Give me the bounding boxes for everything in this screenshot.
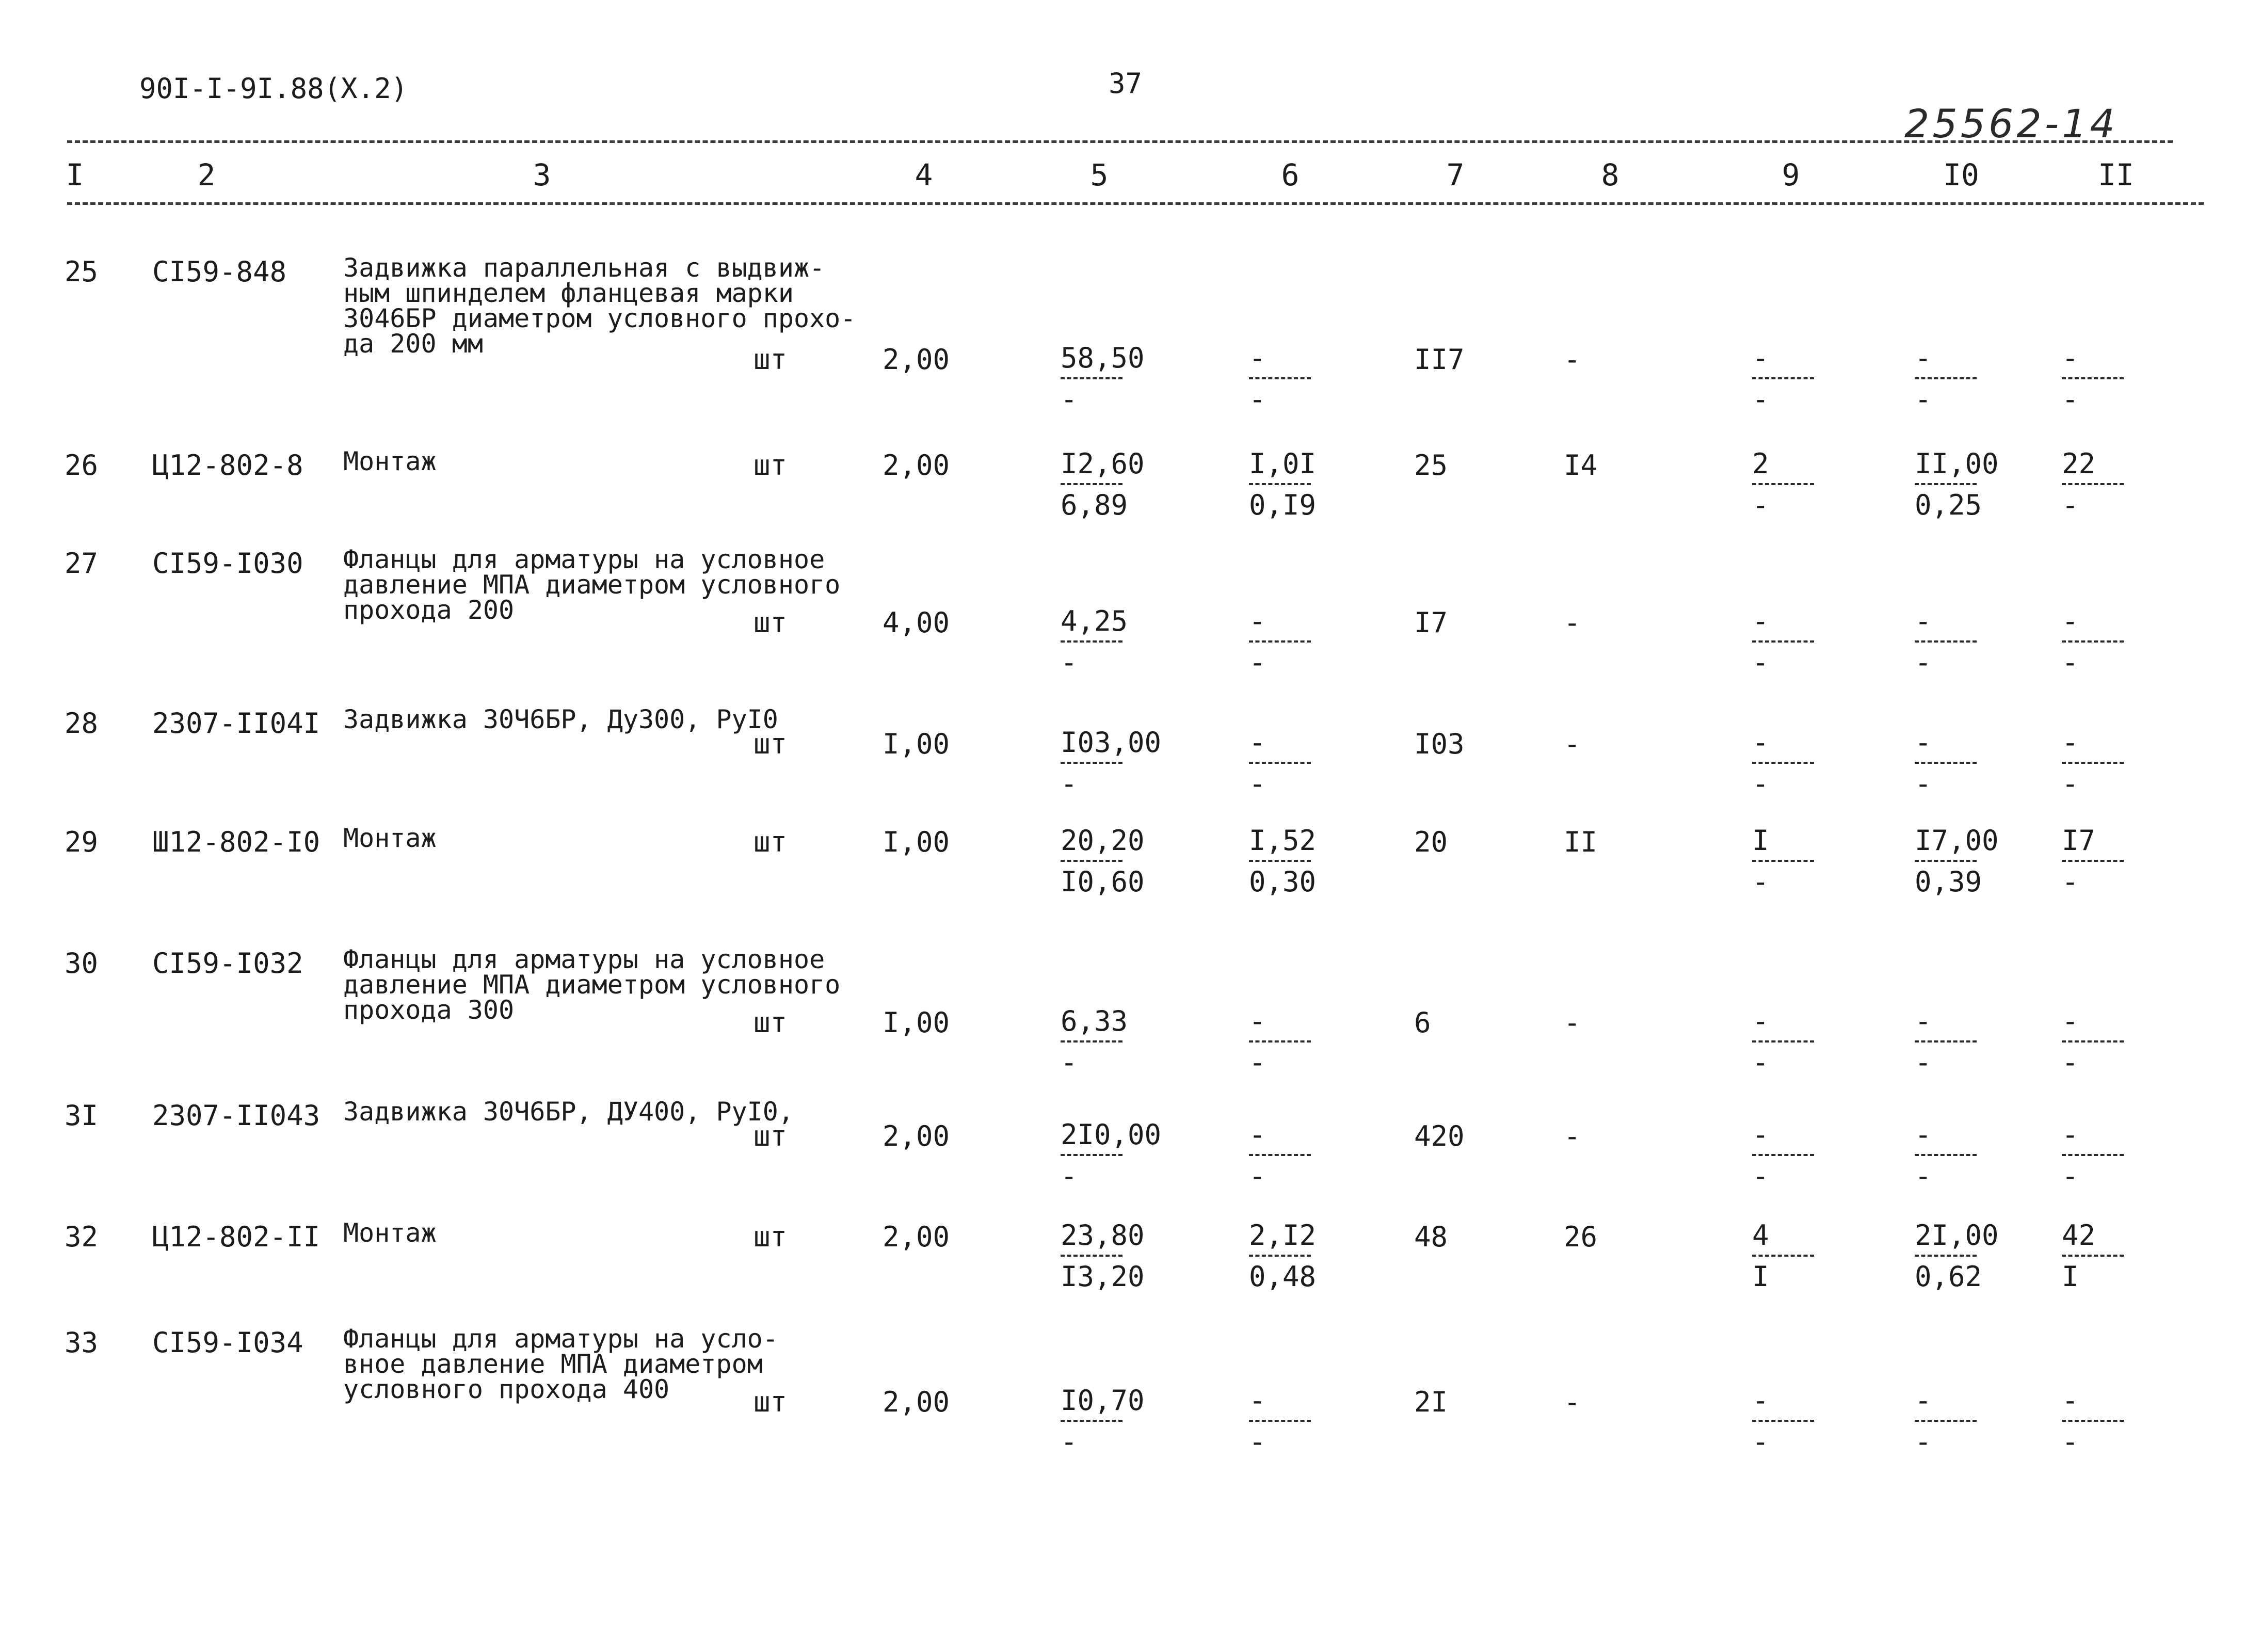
column-number-10: I0 [1943, 157, 1979, 193]
labor-total-numerator: 42 [2062, 1219, 2096, 1252]
operation-cost-numerator: - [1249, 1005, 1266, 1037]
machine-cost-numerator: - [1752, 1384, 1769, 1417]
total-cost: 6 [1414, 1006, 1431, 1039]
quantity: 2,00 [883, 1120, 950, 1152]
labor-per-unit-fraction-bar [1915, 1154, 1977, 1156]
total-cost: 48 [1414, 1221, 1448, 1253]
total-cost: 2I [1414, 1386, 1448, 1418]
operation-cost [1249, 1006, 1311, 1078]
unit: шт [753, 826, 788, 858]
labor-per-unit [1915, 826, 1999, 897]
operation-cost-numerator: - [1249, 1118, 1266, 1151]
wages: II [1564, 826, 1598, 858]
labor-total-fraction-bar [2062, 1154, 2124, 1156]
row-number: 29 [65, 826, 99, 858]
price-code: Ш12-802-I0 [152, 826, 320, 858]
machine-cost-denominator: - [1752, 865, 1769, 898]
machine-cost [1752, 343, 1814, 414]
labor-per-unit-denominator: - [1915, 383, 1932, 415]
labor-per-unit-fraction-bar [1915, 483, 1977, 485]
labor-per-unit [1915, 449, 1999, 520]
column-number-4: 4 [915, 157, 933, 193]
machine-cost-numerator: I [1752, 824, 1769, 857]
labor-per-unit-fraction-bar [1915, 1420, 1977, 1422]
quantity: I,00 [883, 826, 950, 858]
operation-cost-denominator: 0,I9 [1249, 489, 1317, 521]
operation-cost-denominator: 0,30 [1249, 865, 1317, 898]
price-code: Ц12-802-II [152, 1221, 320, 1253]
column-number-3: 3 [533, 157, 551, 193]
row-number: 28 [65, 707, 99, 740]
labor-per-unit-denominator: - [1915, 646, 1932, 679]
unit-cost-denominator: I0,60 [1061, 865, 1145, 898]
machine-cost-denominator: I [1752, 1260, 1769, 1293]
machine-cost [1752, 826, 1814, 897]
unit-cost-fraction-bar [1061, 1420, 1123, 1422]
price-code: CI59-I032 [152, 947, 303, 980]
machine-cost [1752, 1221, 1814, 1292]
machine-cost-fraction-bar [1752, 483, 1814, 485]
unit-cost-numerator: 58,50 [1061, 342, 1145, 374]
operation-cost-fraction-bar [1249, 1040, 1311, 1042]
wages: - [1564, 1386, 1581, 1418]
unit-cost-numerator: 2I0,00 [1061, 1118, 1162, 1151]
operation-cost-fraction-bar [1249, 762, 1311, 764]
labor-per-unit-numerator: - [1915, 342, 1932, 374]
labor-per-unit-denominator: 0,62 [1915, 1260, 1982, 1293]
price-code: 2307-II04I [152, 707, 320, 740]
total-cost: 25 [1414, 449, 1448, 482]
labor-total-denominator: - [2062, 767, 2079, 800]
machine-cost-numerator: - [1752, 726, 1769, 759]
unit-cost-denominator: - [1061, 646, 1078, 679]
labor-total-denominator: - [2062, 489, 2079, 521]
unit: шт [753, 343, 788, 376]
price-code: CI59-I030 [152, 547, 303, 580]
wages: - [1564, 728, 1581, 760]
operation-cost-numerator: 2,I2 [1249, 1219, 1317, 1252]
quantity: 2,00 [883, 1386, 950, 1418]
labor-per-unit-numerator: I7,00 [1915, 824, 1999, 857]
machine-cost-denominator: - [1752, 489, 1769, 521]
labor-per-unit [1915, 606, 1977, 678]
operation-cost-numerator: - [1249, 342, 1266, 374]
page-number: 37 [1109, 67, 1143, 100]
labor-total-denominator: - [2062, 1160, 2079, 1192]
operation-cost-numerator: - [1249, 605, 1266, 637]
labor-total-fraction-bar [2062, 377, 2124, 379]
labor-total-numerator: I7 [2062, 824, 2096, 857]
operation-cost-denominator: - [1249, 767, 1266, 800]
labor-total-fraction-bar [2062, 1420, 2124, 1422]
unit-cost-denominator: - [1061, 1425, 1078, 1458]
unit-cost-fraction-bar [1061, 640, 1123, 643]
handwritten-sheet-number: 25562-14 [1904, 101, 2118, 147]
labor-per-unit-fraction-bar [1915, 1040, 1977, 1042]
machine-cost [1752, 449, 1814, 520]
price-code: CI59-I034 [152, 1326, 303, 1359]
quantity: 2,00 [883, 449, 950, 482]
work-description: Монтаж [343, 446, 437, 476]
labor-per-unit [1915, 343, 1977, 414]
unit-cost [1061, 1120, 1161, 1191]
unit: шт [753, 728, 788, 760]
machine-cost-numerator: 4 [1752, 1219, 1769, 1252]
unit-cost-fraction-bar [1061, 377, 1123, 379]
operation-cost-denominator: - [1249, 1425, 1266, 1458]
unit-cost [1061, 343, 1145, 414]
labor-total-numerator: - [2062, 1118, 2079, 1151]
labor-total-fraction-bar [2062, 1040, 2124, 1042]
operation-cost [1249, 449, 1316, 520]
labor-total-numerator: 22 [2062, 447, 2096, 480]
wages: 26 [1564, 1221, 1598, 1253]
total-cost: I7 [1414, 606, 1448, 639]
operation-cost-fraction-bar [1249, 1420, 1311, 1422]
labor-per-unit-fraction-bar [1915, 1255, 1977, 1257]
row-number: 3I [65, 1099, 99, 1132]
quantity: 4,00 [883, 606, 950, 639]
unit-cost-numerator: 20,20 [1061, 824, 1145, 857]
labor-total [2062, 1386, 2124, 1457]
unit-cost-fraction-bar [1061, 1255, 1123, 1257]
unit: шт [753, 1221, 788, 1253]
operation-cost-denominator: - [1249, 646, 1266, 679]
machine-cost [1752, 1006, 1814, 1078]
labor-total-fraction-bar [2062, 860, 2124, 862]
operation-cost [1249, 1120, 1311, 1191]
operation-cost-fraction-bar [1249, 1154, 1311, 1156]
row-number: 33 [65, 1326, 99, 1359]
machine-cost [1752, 606, 1814, 678]
labor-per-unit-denominator: - [1915, 1046, 1932, 1079]
operation-cost [1249, 826, 1316, 897]
unit-cost-fraction-bar [1061, 860, 1123, 862]
operation-cost-numerator: - [1249, 1384, 1266, 1417]
unit-cost [1061, 728, 1161, 799]
machine-cost-fraction-bar [1752, 762, 1814, 764]
quantity: I,00 [883, 1006, 950, 1039]
work-description: Монтаж [343, 1218, 437, 1248]
operation-cost-numerator: I,0I [1249, 447, 1317, 480]
labor-per-unit-numerator: - [1915, 1005, 1932, 1037]
unit-cost-denominator: - [1061, 1160, 1078, 1192]
wages: - [1564, 1120, 1581, 1152]
operation-cost-fraction-bar [1249, 377, 1311, 379]
header-top-rule [67, 140, 2173, 143]
labor-per-unit [1915, 1006, 1977, 1078]
labor-per-unit-fraction-bar [1915, 762, 1977, 764]
unit-cost-denominator: I3,20 [1061, 1260, 1145, 1293]
total-cost: 20 [1414, 826, 1448, 858]
machine-cost-fraction-bar [1752, 1420, 1814, 1422]
labor-per-unit-fraction-bar [1915, 377, 1977, 379]
operation-cost-fraction-bar [1249, 640, 1311, 643]
operation-cost [1249, 606, 1311, 678]
operation-cost-denominator: - [1249, 1160, 1266, 1192]
labor-per-unit-numerator: - [1915, 726, 1932, 759]
quantity: 2,00 [883, 1221, 950, 1253]
machine-cost-numerator: - [1752, 342, 1769, 374]
quantity: I,00 [883, 728, 950, 760]
operation-cost [1249, 728, 1311, 799]
wages: - [1564, 1006, 1581, 1039]
labor-total-denominator: - [2062, 383, 2079, 415]
wages: - [1564, 343, 1581, 376]
labor-per-unit [1915, 1120, 1977, 1191]
unit-cost-numerator: 6,33 [1061, 1005, 1128, 1037]
machine-cost-numerator: - [1752, 605, 1769, 637]
column-number-5: 5 [1090, 157, 1109, 193]
labor-per-unit-numerator: - [1915, 605, 1932, 637]
unit-cost-numerator: 23,80 [1061, 1219, 1145, 1252]
labor-per-unit-numerator: II,00 [1915, 447, 1999, 480]
work-description: Фланцы для арматуры на условное давление МПА диаметром условного прохода 200 [343, 544, 841, 625]
machine-cost [1752, 728, 1814, 799]
row-number: 25 [65, 255, 99, 288]
document-code: 90I-I-9I.88(X.2) [139, 72, 408, 105]
labor-total [2062, 606, 2124, 678]
labor-total-fraction-bar [2062, 1255, 2124, 1257]
labor-total-fraction-bar [2062, 640, 2124, 643]
labor-per-unit-numerator: - [1915, 1118, 1932, 1151]
labor-total [2062, 343, 2124, 414]
machine-cost-fraction-bar [1752, 377, 1814, 379]
wages: - [1564, 606, 1581, 639]
work-description: Задвижка параллельная с выдвиж- ным шпинделем фланцевая марки 3046БР диаметром условного прохо- да 200 мм [343, 253, 856, 359]
unit-cost-fraction-bar [1061, 762, 1123, 764]
labor-total [2062, 728, 2124, 799]
unit: шт [753, 1386, 788, 1418]
labor-total-numerator: - [2062, 605, 2079, 637]
unit-cost-numerator: I2,60 [1061, 447, 1145, 480]
work-description: Фланцы для арматуры на усло- вное давление МПА диаметром условного прохода 400 [343, 1324, 778, 1404]
labor-per-unit-numerator: - [1915, 1384, 1932, 1417]
labor-per-unit-denominator: - [1915, 1425, 1932, 1458]
price-code: 2307-II043 [152, 1099, 320, 1132]
quantity: 2,00 [883, 343, 950, 376]
labor-total [2062, 826, 2124, 897]
labor-per-unit-denominator: 0,25 [1915, 489, 1982, 521]
machine-cost [1752, 1120, 1814, 1191]
labor-total [2062, 1221, 2124, 1292]
labor-total [2062, 1006, 2124, 1078]
machine-cost-denominator: - [1752, 646, 1769, 679]
header-bottom-rule [67, 202, 2204, 205]
unit: шт [753, 449, 788, 482]
column-number-6: 6 [1281, 157, 1300, 193]
machine-cost-denominator: - [1752, 1046, 1769, 1079]
column-number-11: II [2098, 157, 2134, 193]
unit-cost [1061, 1221, 1145, 1292]
labor-total-denominator: - [2062, 865, 2079, 898]
unit: шт [753, 606, 788, 639]
operation-cost-denominator: - [1249, 1046, 1266, 1079]
unit-cost-numerator: I03,00 [1061, 726, 1162, 759]
total-cost: II7 [1414, 343, 1465, 376]
operation-cost [1249, 1221, 1316, 1292]
operation-cost-denominator: - [1249, 383, 1266, 415]
wages: I4 [1564, 449, 1598, 482]
work-description: Задвижка 30Ч6БР, ДУ400, РуI0, [343, 1097, 794, 1127]
total-cost: I03 [1414, 728, 1465, 760]
unit-cost-numerator: 4,25 [1061, 605, 1128, 637]
unit-cost-fraction-bar [1061, 1154, 1123, 1156]
price-code: CI59-848 [152, 255, 287, 288]
machine-cost [1752, 1386, 1814, 1457]
unit-cost-denominator: - [1061, 767, 1078, 800]
unit-cost [1061, 449, 1145, 520]
labor-total-fraction-bar [2062, 483, 2124, 485]
labor-per-unit [1915, 1221, 1999, 1292]
labor-total-numerator: - [2062, 1384, 2079, 1417]
unit: шт [753, 1120, 788, 1152]
labor-total-numerator: - [2062, 342, 2079, 374]
work-description: Задвижка 30Ч6БР, Ду300, РуI0 [343, 704, 778, 734]
machine-cost-numerator: 2 [1752, 447, 1769, 480]
unit: шт [753, 1006, 788, 1039]
operation-cost-numerator: I,52 [1249, 824, 1317, 857]
machine-cost-denominator: - [1752, 767, 1769, 800]
labor-per-unit-denominator: 0,39 [1915, 865, 1982, 898]
operation-cost-fraction-bar [1249, 1255, 1311, 1257]
machine-cost-fraction-bar [1752, 1255, 1814, 1257]
labor-per-unit-fraction-bar [1915, 860, 1977, 862]
row-number: 30 [65, 947, 99, 980]
unit-cost [1061, 1006, 1128, 1078]
column-number-7: 7 [1446, 157, 1465, 193]
labor-total-denominator: - [2062, 1046, 2079, 1079]
labor-per-unit-numerator: 2I,00 [1915, 1219, 1999, 1252]
column-number-2: 2 [197, 157, 216, 193]
row-number: 32 [65, 1221, 99, 1253]
labor-per-unit-fraction-bar [1915, 640, 1977, 643]
total-cost: 420 [1414, 1120, 1465, 1152]
operation-cost-numerator: - [1249, 726, 1266, 759]
unit-cost-numerator: I0,70 [1061, 1384, 1145, 1417]
labor-total-fraction-bar [2062, 762, 2124, 764]
machine-cost-denominator: - [1752, 1425, 1769, 1458]
machine-cost-denominator: - [1752, 383, 1769, 415]
labor-per-unit-denominator: - [1915, 1160, 1932, 1192]
operation-cost [1249, 343, 1311, 414]
operation-cost-denominator: 0,48 [1249, 1260, 1317, 1293]
unit-cost [1061, 826, 1145, 897]
labor-total [2062, 449, 2124, 520]
machine-cost-fraction-bar [1752, 1040, 1814, 1042]
unit-cost-denominator: - [1061, 383, 1078, 415]
column-number-9: 9 [1782, 157, 1800, 193]
work-description: Фланцы для арматуры на условное давление МПА диаметром условного прохода 300 [343, 944, 841, 1025]
unit-cost [1061, 1386, 1145, 1457]
labor-per-unit [1915, 728, 1977, 799]
column-number-1: I [66, 157, 84, 193]
machine-cost-fraction-bar [1752, 1154, 1814, 1156]
row-number: 26 [65, 449, 99, 482]
work-description: Монтаж [343, 823, 437, 853]
unit-cost-denominator: 6,89 [1061, 489, 1128, 521]
labor-total-denominator: I [2062, 1260, 2079, 1293]
operation-cost-fraction-bar [1249, 483, 1311, 485]
labor-per-unit-denominator: - [1915, 767, 1932, 800]
labor-total-numerator: - [2062, 1005, 2079, 1037]
operation-cost-fraction-bar [1249, 860, 1311, 862]
operation-cost [1249, 1386, 1311, 1457]
machine-cost-numerator: - [1752, 1005, 1769, 1037]
machine-cost-denominator: - [1752, 1160, 1769, 1192]
machine-cost-fraction-bar [1752, 860, 1814, 862]
machine-cost-numerator: - [1752, 1118, 1769, 1151]
labor-total-numerator: - [2062, 726, 2079, 759]
labor-total [2062, 1120, 2124, 1191]
price-code: Ц12-802-8 [152, 449, 303, 482]
labor-total-denominator: - [2062, 646, 2079, 679]
column-number-8: 8 [1601, 157, 1619, 193]
labor-per-unit [1915, 1386, 1977, 1457]
row-number: 27 [65, 547, 99, 580]
unit-cost-fraction-bar [1061, 483, 1123, 485]
machine-cost-fraction-bar [1752, 640, 1814, 643]
unit-cost-denominator: - [1061, 1046, 1078, 1079]
unit-cost [1061, 606, 1128, 678]
unit-cost-fraction-bar [1061, 1040, 1123, 1042]
labor-total-denominator: - [2062, 1425, 2079, 1458]
